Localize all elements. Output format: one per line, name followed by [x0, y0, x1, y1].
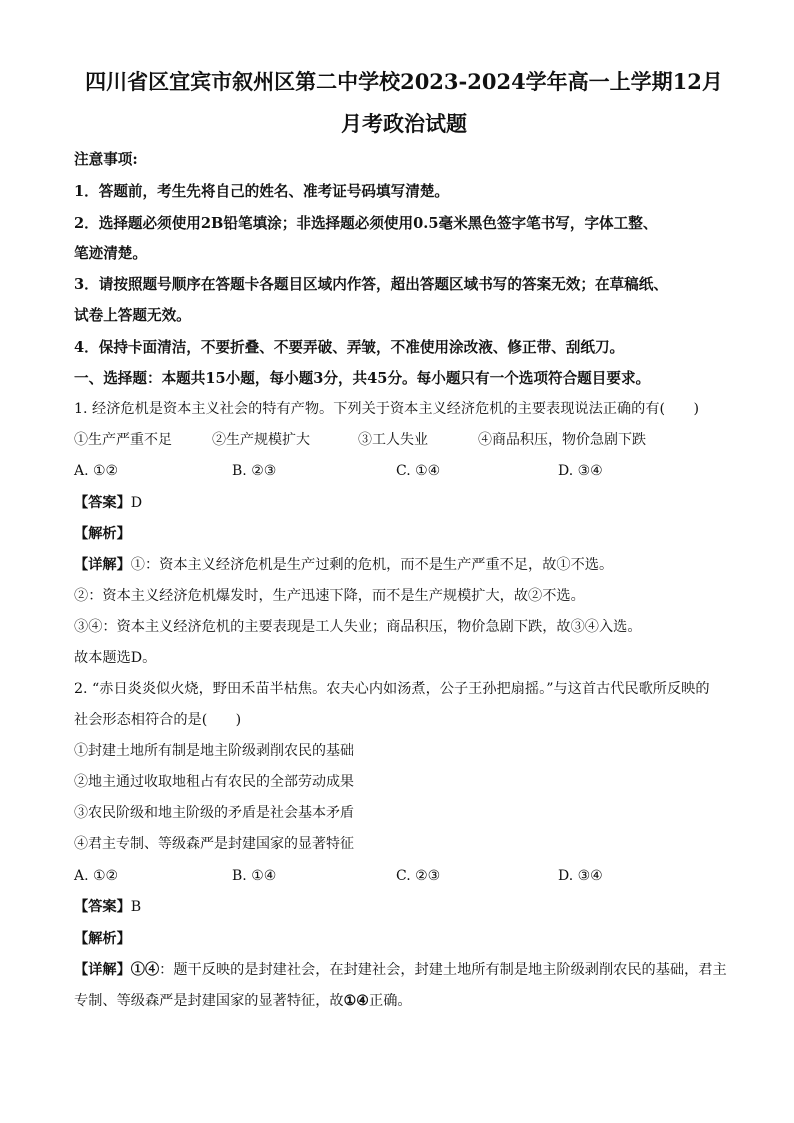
q2-detail-1 [74, 960, 727, 980]
q1-detail-label: 【详解】 [74, 557, 131, 573]
q1-statement-4: ④商品积压，物价急剧下跌 [478, 432, 646, 448]
q2-detail-2-marks: ①④ [343, 993, 370, 1009]
q2-detail-2-text: 专制、等级森严是封建国家的显著特征，故 [74, 993, 344, 1009]
q1-stem: 1. 经济危机是资本主义社会的特有产物。下列关于资本主义经济危机的主要表现说法正确的有( ) [74, 401, 699, 417]
q2-detail-2-end: 正确。 [369, 993, 412, 1009]
q2-detail-label: 【详解】 [74, 962, 131, 978]
q2-option-b: B. ①④ [232, 868, 277, 884]
q2-answer-label: 【答案】 [74, 899, 131, 915]
notice-item-2-cont: 笔迹清楚。 [74, 245, 147, 262]
q1-statement-3: ③工人失业 [358, 432, 428, 448]
q2-option-c: C. ②③ [396, 868, 441, 884]
q1-option-a: A. ①② [74, 463, 119, 479]
notice-item-1: 1．答题前，考生先将自己的姓名、准考证号码填写清楚。 [74, 183, 450, 200]
q2-stem-line2: 社会形态相符合的是( ) [74, 712, 242, 728]
notice-item-4: 4．保持卡面清洁，不要折叠、不要弄破、弄皱，不准使用涂改液、修正带、刮纸刀。 [74, 339, 625, 356]
exam-title-line1: 四川省区宜宾市叙州区第二中学校2023-2024学年高一上学期12月 [85, 69, 723, 94]
q1-conclusion: 故本题选D。 [74, 650, 157, 666]
q1-option-b: B. ②③ [232, 463, 277, 479]
q1-detail-1 [74, 555, 613, 575]
notice-item-3: 3．请按照题号顺序在答题卡各题目区域内作答，超出答题区域书写的答案无效；在草稿纸、 [74, 276, 668, 293]
q2-answer-row [74, 897, 141, 917]
notice-item-3-cont: 试卷上答题无效。 [74, 307, 191, 324]
q2-statement-2: ②地主通过收取地租占有农民的全部劳动成果 [74, 774, 354, 790]
section-heading: 一、选择题：本题共15小题，每小题3分，共45分。每小题只有一个选项符合题目要求。 [74, 370, 651, 387]
q2-detail-1-text: ：题干反映的是封建社会，在封建社会，封建土地所有制是地主阶级剥削农民的基础，君主 [159, 962, 727, 978]
q2-statement-3: ③农民阶级和地主阶级的矛盾是社会基本矛盾 [74, 805, 354, 821]
q2-statement-1: ①封建土地所有制是地主阶级剥削农民的基础 [74, 743, 354, 759]
exam-title-line2: 月考政治试题 [341, 111, 467, 136]
q2-detail-lead: ①④ [130, 962, 160, 978]
q1-analysis-label: 【解析】 [74, 526, 131, 542]
q1-statement-2: ②生产规模扩大 [212, 432, 310, 448]
q1-answer-row [74, 493, 142, 513]
q2-detail-2 [74, 991, 412, 1011]
q1-option-d: D. ③④ [558, 463, 603, 479]
q2-option-a: A. ①② [74, 868, 119, 884]
notice-heading: 注意事项: [74, 151, 138, 168]
q1-detail-3: ③④：资本主义经济危机的主要表现是工人失业；商品积压，物价急剧下跌，故③④入选。 [74, 619, 642, 635]
q2-answer-value: B [130, 899, 142, 915]
q1-answer-value: D [130, 495, 143, 511]
q1-detail-1-text: ①：资本主义经济危机是生产过剩的危机，而不是生产严重不足，故①不选。 [130, 557, 614, 573]
q2-stem-line1: 2. “赤日炎炎似火烧，野田禾苗半枯焦。农夫心内如汤煮，公子王孙把扇摇。”与这首古代民歌所反映的 [74, 681, 710, 697]
q2-statement-4: ④君主专制、等级森严是封建国家的显著特征 [74, 836, 354, 852]
q2-option-d: D. ③④ [558, 868, 603, 884]
q1-detail-2: ②：资本主义经济危机爆发时，生产迅速下降，而不是生产规模扩大，故②不选。 [74, 588, 585, 604]
q1-statement-1: ①生产严重不足 [74, 432, 172, 448]
q2-analysis-label: 【解析】 [74, 931, 131, 947]
q1-answer-label: 【答案】 [74, 495, 131, 511]
q1-option-c: C. ①④ [396, 463, 441, 479]
notice-item-2: 2．选择题必须使用2B铅笔填涂；非选择题必须使用0.5毫米黑色签字笔书写，字体工整、 [74, 215, 658, 232]
